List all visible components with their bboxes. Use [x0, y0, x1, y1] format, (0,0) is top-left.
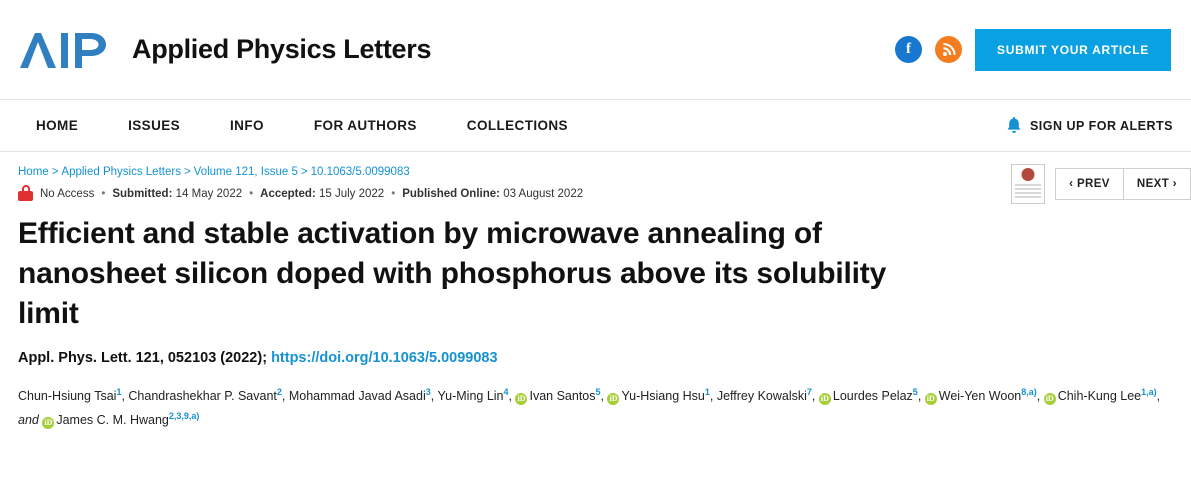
orcid-icon[interactable]: iD: [609, 393, 618, 403]
author-name: Chandrashekhar P. Savant: [128, 388, 277, 403]
author-item[interactable]: [288, 386, 431, 403]
author-name: Yu-Hsiang Hsu: [621, 388, 705, 403]
author-name: Chih-Kung Lee: [1057, 388, 1142, 403]
submitted-date: 14 May 2022: [175, 187, 243, 200]
masthead: [0, 0, 1191, 100]
author-item[interactable]: [42, 410, 200, 428]
author-separator: ,: [430, 388, 438, 403]
author-name: James C. M. Hwang: [56, 413, 169, 428]
accepted-label: Accepted:: [260, 187, 316, 200]
author-list: [18, 384, 1173, 433]
main-navigation: [0, 100, 1191, 152]
breadcrumb-item-home[interactable]: Home: [18, 166, 49, 178]
author-affiliation-marker[interactable]: 5: [912, 386, 918, 397]
prev-button[interactable]: ‹ PREV: [1055, 168, 1124, 200]
page-title: Efficient and stable activation by microwave annealing of nanosheet silicon doped with phosphorus above its solubility limit: [18, 217, 887, 330]
author-name: Mohammad Javad Asadi: [288, 388, 426, 403]
author-affiliation-marker[interactable]: 7: [806, 386, 812, 397]
author-separator: ,: [1156, 388, 1161, 403]
nav-item-home[interactable]: HOME: [36, 118, 79, 133]
author-separator: ,: [811, 388, 819, 403]
author-item[interactable]: [437, 386, 509, 403]
author-separator: ,: [1036, 388, 1044, 403]
citation-text: Appl. Phys. Lett. 121, 052103 (2022);: [18, 349, 268, 366]
author-affiliation-marker[interactable]: 2: [276, 386, 282, 397]
orcid-icon[interactable]: iD: [44, 418, 53, 428]
author-item[interactable]: [607, 386, 710, 403]
alerts-signup[interactable]: [1006, 117, 1173, 135]
submitted-label: Submitted:: [112, 187, 173, 200]
breadcrumb-item-journal[interactable]: Applied Physics Letters: [61, 166, 181, 178]
journal-title: Applied Physics Letters: [132, 34, 432, 64]
author-item[interactable]: [819, 386, 918, 403]
author-affiliation-marker[interactable]: 5: [595, 386, 601, 397]
rss-icon[interactable]: [935, 36, 962, 63]
author-item[interactable]: [716, 386, 812, 403]
author-item[interactable]: [1044, 386, 1157, 403]
published-date: 03 August 2022: [503, 187, 584, 200]
meta-bullet: •: [101, 187, 106, 200]
bell-icon: [1006, 117, 1022, 135]
article-tools: [1011, 164, 1191, 204]
author-affiliation-marker[interactable]: 3: [425, 386, 431, 397]
accepted-meta: [260, 188, 384, 200]
nav-item-info[interactable]: INFO: [230, 118, 264, 133]
author-name: Wei-Yen Woon: [938, 388, 1022, 403]
rss-glyph: [942, 43, 956, 57]
author-name: Yu-Ming Lin: [437, 388, 504, 403]
orcid-icon[interactable]: iD: [517, 393, 526, 403]
author-name: Ivan Santos: [529, 388, 596, 403]
and-label: and: [18, 413, 39, 428]
nav-item-collections[interactable]: COLLECTIONS: [466, 118, 568, 133]
article-cover-thumbnail[interactable]: [1011, 164, 1045, 204]
access-label: No Access: [40, 187, 95, 200]
facebook-glyph: f: [906, 41, 912, 57]
author-name: Chun-Hsiung Tsai: [18, 388, 117, 403]
submitted-meta: [112, 188, 242, 200]
author-separator: ,: [508, 388, 516, 403]
author-item[interactable]: [925, 386, 1037, 403]
nav-item-for-authors[interactable]: FOR AUTHORS: [313, 118, 417, 133]
meta-bullet: •: [391, 187, 396, 200]
breadcrumb-separator: >: [300, 166, 308, 178]
orcid-icon[interactable]: iD: [1045, 393, 1054, 403]
author-item[interactable]: [515, 386, 601, 403]
published-label: Published Online:: [402, 187, 500, 200]
author-separator: ,: [709, 388, 717, 403]
aip-logo-icon[interactable]: [18, 28, 114, 72]
submit-article-button[interactable]: SUBMIT YOUR ARTICLE: [975, 29, 1171, 71]
author-affiliation-marker[interactable]: 1,a): [1141, 386, 1157, 397]
masthead-actions: [895, 29, 1171, 71]
author-affiliation-marker[interactable]: 1: [116, 386, 122, 397]
breadcrumb-item-doi[interactable]: 10.1063/5.0099083: [310, 166, 410, 178]
orcid-icon[interactable]: iD: [926, 393, 935, 403]
nav-item-issues[interactable]: ISSUES: [128, 118, 181, 133]
author-name: Lourdes Pelaz: [832, 388, 913, 403]
breadcrumb-separator: >: [51, 166, 59, 178]
author-item[interactable]: [18, 386, 122, 403]
author-affiliation-marker[interactable]: 8,a): [1021, 386, 1037, 397]
citation-line: [18, 350, 1173, 366]
breadcrumb-separator: >: [183, 166, 191, 178]
article-header: [0, 152, 1191, 432]
nav-items: [18, 118, 593, 133]
facebook-icon[interactable]: [895, 36, 922, 63]
breadcrumb-item-issue[interactable]: Volume 121, Issue 5: [193, 166, 298, 178]
lock-icon: [18, 185, 33, 202]
author-separator: ,: [121, 388, 129, 403]
author-name: Jeffrey Kowalski: [716, 388, 807, 403]
orcid-icon[interactable]: iD: [820, 393, 829, 403]
meta-bullet: •: [249, 187, 254, 200]
access-meta: [18, 185, 1173, 202]
author-affiliation-marker[interactable]: 2,3,9,a): [168, 410, 200, 421]
next-button[interactable]: NEXT ›: [1124, 168, 1191, 200]
breadcrumb: [18, 166, 1173, 178]
accepted-date: 15 July 2022: [318, 187, 385, 200]
alerts-label[interactable]: SIGN UP FOR ALERTS: [1029, 118, 1173, 133]
author-separator: ,: [281, 388, 289, 403]
published-meta: [402, 188, 583, 200]
author-item[interactable]: [128, 386, 282, 403]
doi-link[interactable]: https://doi.org/10.1063/5.0099083: [271, 349, 498, 366]
brand[interactable]: [18, 28, 431, 72]
author-separator: ,: [917, 388, 925, 403]
author-affiliation-marker[interactable]: 1: [704, 386, 710, 397]
prev-next-group: [1055, 168, 1191, 200]
author-affiliation-marker[interactable]: 4: [503, 386, 509, 397]
author-separator: ,: [600, 388, 608, 403]
